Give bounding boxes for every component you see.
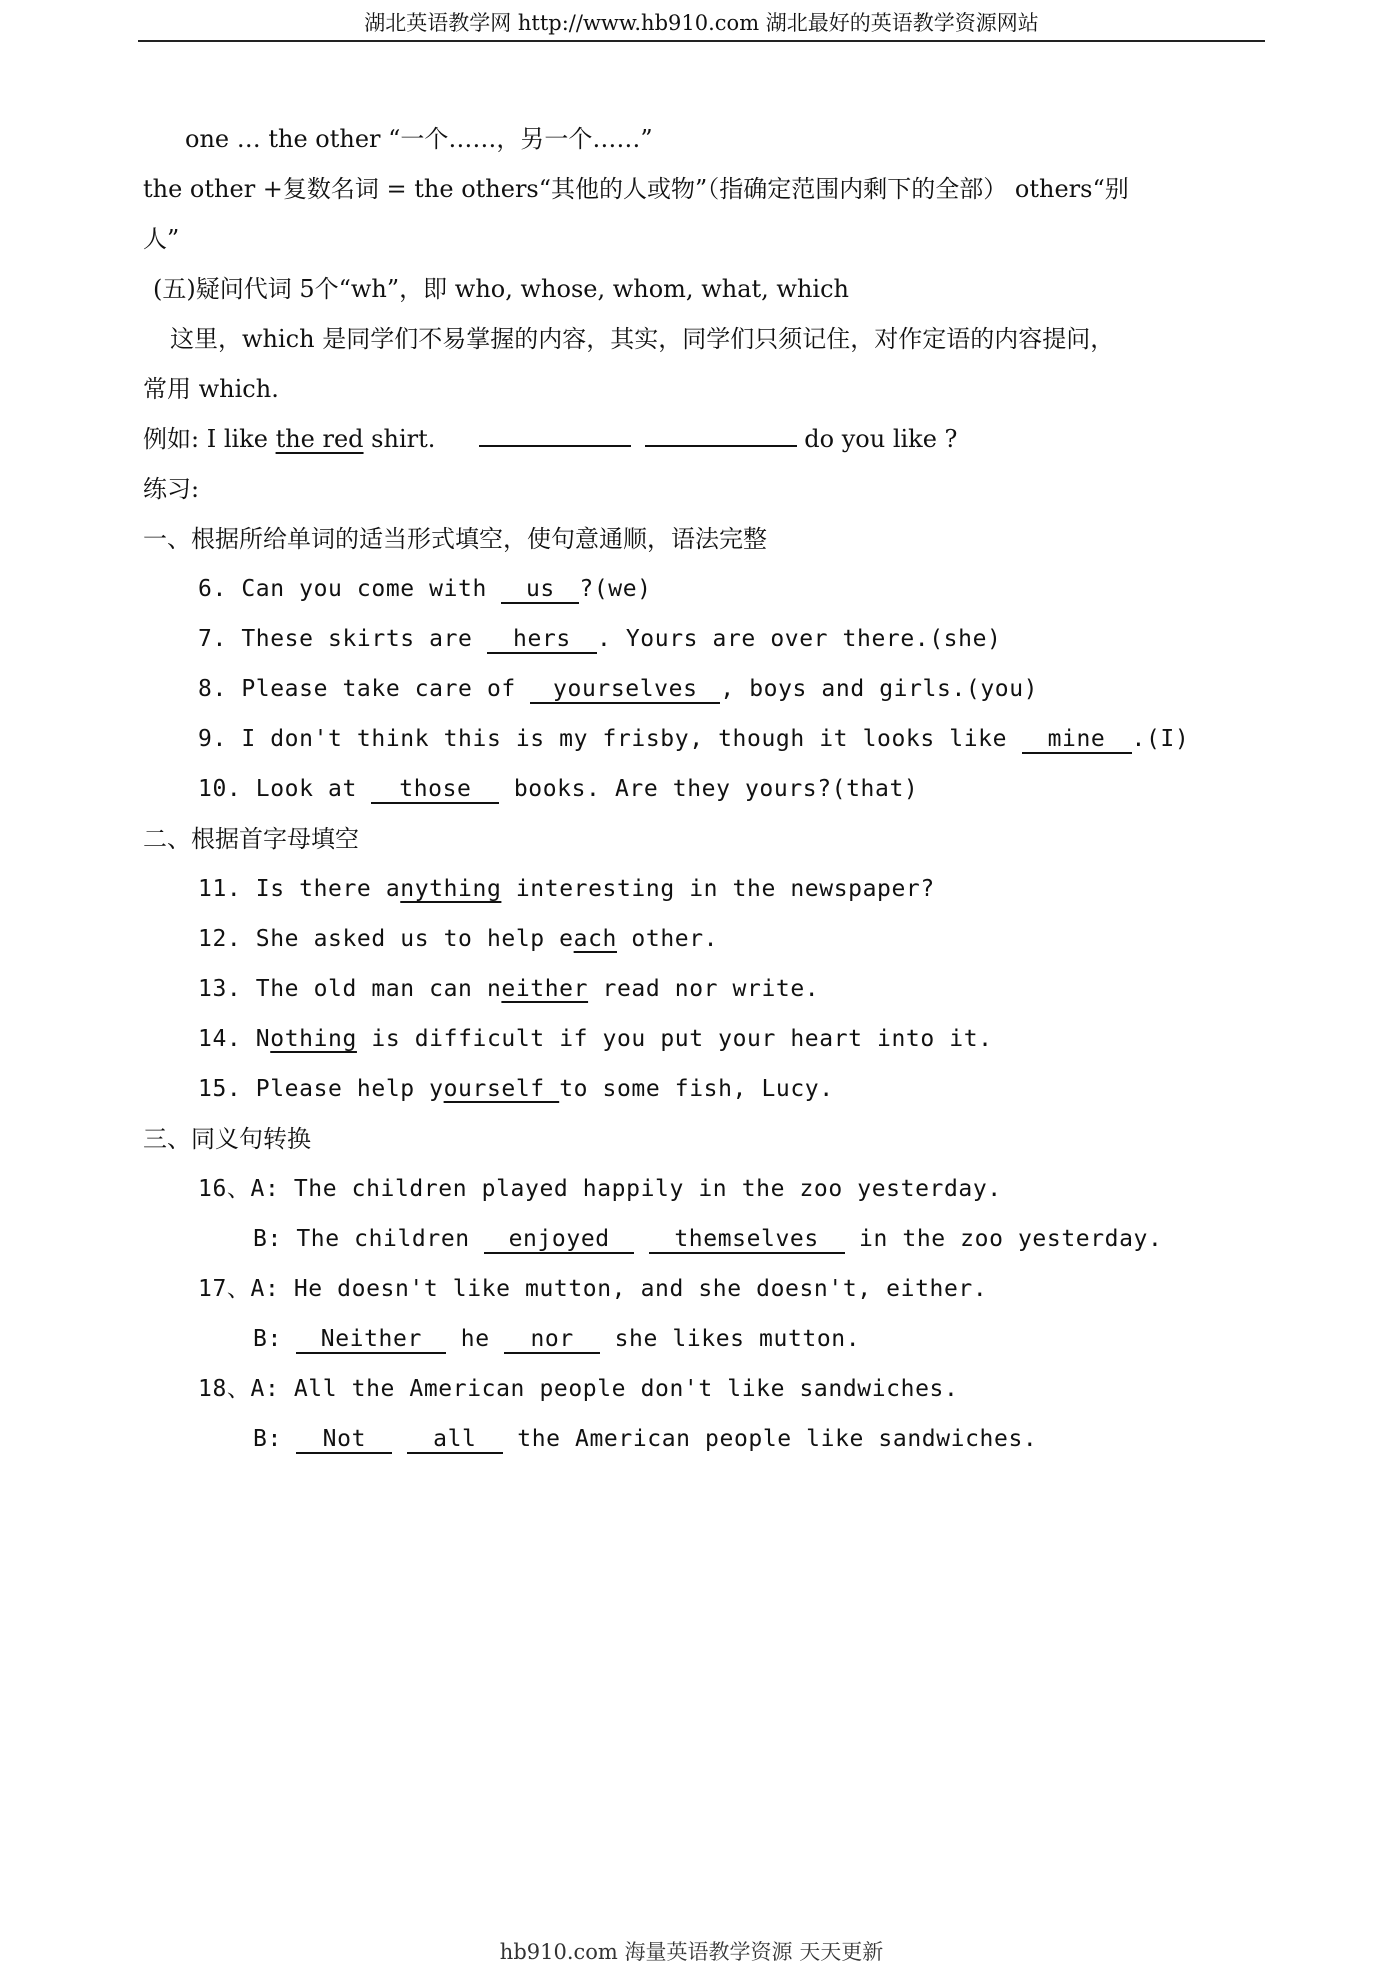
answer-13: either <box>501 976 589 1002</box>
answer-15: ourself <box>443 1076 560 1102</box>
example-prefix: 例如: I like <box>143 425 276 453</box>
answer-18-1: Not <box>296 1426 392 1454</box>
answer-11: nything <box>400 876 502 902</box>
exercise-12: 12. She asked us to help each other. <box>198 926 719 952</box>
exercise-14: 14. Nothing is difficult if you put your heart into it. <box>198 1026 993 1052</box>
answer-18-2: all <box>407 1426 503 1454</box>
exercise-8: 8. Please take care of yourselves , boys and girls.(you) <box>198 676 1039 702</box>
answer-17-2: nor <box>504 1326 600 1354</box>
answer-10: those <box>371 776 499 804</box>
exercise-17b: B: Neither he nor she likes mutton. <box>253 1326 861 1352</box>
example-suffix: shirt. <box>363 425 436 453</box>
section2-heading: 二、根据首字母填空 <box>143 825 359 853</box>
answer-6: us <box>501 576 579 604</box>
exercise-6: 6. Can you come with us ?(we) <box>198 576 652 602</box>
example-tail: do you like ? <box>804 425 958 453</box>
exercise-18a: 18、A: All the American people don't like sandwiches. <box>198 1376 959 1402</box>
page-header: 湖北英语教学网 http://www.hb910.com 湖北最好的英语教学资源网站 <box>138 8 1265 42</box>
note-the-others-cont: 人” <box>143 225 180 253</box>
example-blank-2 <box>645 445 797 447</box>
answer-16-2: themselves <box>649 1226 845 1254</box>
answer-7: hers <box>487 626 597 654</box>
answer-14: othing <box>270 1026 357 1052</box>
example-blank-1 <box>479 445 631 447</box>
note-the-others: the other +复数名词 = the others“其他的人或物”（指确定范围内剩下的全部） others“别 <box>143 175 1129 203</box>
which-explanation-cont: 常用 which. <box>143 375 279 403</box>
note-one-the-other: one … the other “一个……，另一个……” <box>185 125 653 153</box>
section1-heading: 一、根据所给单词的适当形式填空，使句意通顺，语法完整 <box>143 525 767 553</box>
example-underlined: the red <box>275 425 364 453</box>
exercise-18b: B: Not all the American people like sandwiches. <box>253 1426 1038 1452</box>
answer-16-1: enjoyed <box>484 1226 634 1254</box>
exercise-9: 9. I don't think this is my frisby, though it looks like mine .(I) <box>198 726 1190 752</box>
example-line <box>143 424 957 454</box>
answer-8: yourselves <box>530 676 720 704</box>
page-footer: hb910.com 海量英语教学资源 天天更新 <box>499 1940 884 1964</box>
exercise-10: 10. Look at those books. Are they yours?(that) <box>198 776 919 802</box>
wh-heading: (五)疑问代词 5个“wh”，即 who, whose, whom, what, which <box>153 275 849 303</box>
practice-label: 练习: <box>143 475 200 503</box>
answer-9: mine <box>1022 726 1132 754</box>
exercise-7: 7. These skirts are hers . Yours are over there.(she) <box>198 626 1002 652</box>
exercise-17a: 17、A: He doesn't like mutton, and she doesn't, either. <box>198 1276 988 1302</box>
exercise-16a: 16、A: The children played happily in the zoo yesterday. <box>198 1176 1002 1202</box>
which-explanation: 这里，which 是同学们不易掌握的内容，其实，同学们只须记住，对作定语的内容提问， <box>170 325 1115 353</box>
section3-heading: 三、同义句转换 <box>143 1125 311 1153</box>
exercise-15: 15. Please help yourself to some fish, Lucy. <box>198 1076 834 1102</box>
exercise-13: 13. The old man can neither read nor write. <box>198 976 820 1002</box>
answer-12: ach <box>573 926 617 952</box>
answer-17-1: Neither <box>296 1326 446 1354</box>
exercise-16b: B: The children enjoyed themselves in the zoo yesterday. <box>253 1226 1163 1252</box>
exercise-11: 11. Is there anything interesting in the newspaper? <box>198 876 935 902</box>
